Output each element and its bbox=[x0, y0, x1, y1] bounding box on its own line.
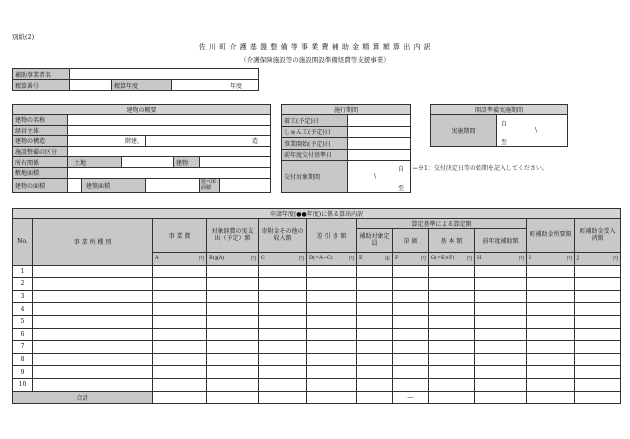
document-subtitle: （介護保険施設等の施設開設準備経費等支援事業） bbox=[240, 56, 390, 64]
prev-grant-date-field[interactable] bbox=[348, 149, 411, 161]
business-start-label: 事業開始(予定)日 bbox=[282, 138, 348, 150]
table-cell[interactable] bbox=[259, 353, 307, 366]
building-structure-label: 建物の構造 bbox=[13, 136, 68, 147]
grant-from-label: 自 bbox=[398, 166, 405, 173]
table-cell[interactable] bbox=[429, 303, 475, 316]
row-number: 9 bbox=[13, 366, 33, 379]
prev-grant-date-label: 前年度交付基準日 bbox=[282, 149, 348, 161]
table-cell[interactable] bbox=[429, 341, 475, 354]
code-d: D(=A−C) 円 bbox=[307, 253, 357, 266]
table-cell[interactable] bbox=[393, 341, 429, 354]
table-row bbox=[13, 366, 621, 379]
table-cell[interactable] bbox=[575, 290, 621, 303]
table-cell[interactable] bbox=[207, 328, 259, 341]
table-cell[interactable] bbox=[153, 378, 207, 391]
table-cell[interactable] bbox=[259, 328, 307, 341]
row-number: 8 bbox=[13, 353, 33, 366]
table-cell[interactable] bbox=[575, 378, 621, 391]
table-cell[interactable] bbox=[429, 278, 475, 291]
table-cell[interactable] bbox=[527, 341, 575, 354]
row-number: 4 bbox=[13, 303, 33, 316]
table-cell[interactable] bbox=[307, 290, 357, 303]
table-cell[interactable] bbox=[307, 353, 357, 366]
land-field[interactable] bbox=[122, 157, 174, 168]
table-cell[interactable] bbox=[393, 265, 429, 278]
operating-entity-label: 経営主体 bbox=[13, 125, 68, 136]
settlement-no-label: 精算番号 bbox=[13, 80, 70, 91]
prep-to-label: 至 bbox=[501, 139, 508, 146]
table-cell[interactable] bbox=[475, 315, 527, 328]
table-cell[interactable] bbox=[33, 315, 153, 328]
total-prev[interactable] bbox=[475, 391, 527, 404]
table-cell[interactable] bbox=[207, 378, 259, 391]
table-cell[interactable] bbox=[207, 278, 259, 291]
table-cell[interactable] bbox=[33, 341, 153, 354]
table-cell[interactable] bbox=[527, 366, 575, 379]
table-cell[interactable] bbox=[527, 315, 575, 328]
building-overview-table bbox=[12, 104, 271, 193]
table-cell[interactable] bbox=[307, 341, 357, 354]
prep-from-label: 自 bbox=[501, 121, 508, 128]
code-g: G(=E×F) 円 bbox=[429, 253, 475, 266]
table-cell[interactable] bbox=[33, 303, 153, 316]
row-number: 7 bbox=[13, 341, 33, 354]
site-area-field[interactable] bbox=[68, 167, 271, 178]
table-cell[interactable] bbox=[33, 378, 153, 391]
code-f: F 円 bbox=[393, 253, 429, 266]
total-floor-label: 延べ床面積 bbox=[200, 178, 220, 192]
start-date-label: 着工(予定)日 bbox=[282, 115, 348, 127]
business-operator-label: 補助事業者名 bbox=[13, 69, 70, 80]
table-row bbox=[13, 303, 621, 316]
business-operator-field[interactable] bbox=[70, 69, 259, 80]
table-cell[interactable] bbox=[393, 378, 429, 391]
total-required[interactable] bbox=[527, 391, 575, 404]
table-cell[interactable] bbox=[475, 353, 527, 366]
total-donation[interactable] bbox=[259, 391, 307, 404]
table-cell[interactable] bbox=[357, 315, 393, 328]
table-cell[interactable] bbox=[357, 328, 393, 341]
construction-heading: 施行期間 bbox=[282, 105, 411, 115]
col-std-group-header: 算定基準による算定額 bbox=[357, 219, 527, 229]
building-name-label: 建物の名称 bbox=[13, 115, 68, 126]
table-cell[interactable] bbox=[33, 353, 153, 366]
building-label: 建物 bbox=[174, 157, 200, 168]
table-cell[interactable] bbox=[429, 290, 475, 303]
table-cell[interactable] bbox=[153, 290, 207, 303]
table-cell[interactable] bbox=[527, 378, 575, 391]
facility-division-field[interactable] bbox=[68, 146, 271, 157]
table-cell[interactable] bbox=[259, 303, 307, 316]
table-cell[interactable] bbox=[357, 265, 393, 278]
code-c: C 円 bbox=[259, 253, 307, 266]
table-cell[interactable] bbox=[207, 341, 259, 354]
col-unit-price-header: 単 価 bbox=[393, 229, 429, 253]
prep-heading: 開設準備実施期間 bbox=[431, 105, 568, 115]
grant-date-note: ←※1：交付決定日等の始期を記入してください。 bbox=[413, 165, 548, 172]
grant-period-field[interactable] bbox=[348, 161, 411, 193]
col-cost-header: 事 業 費 bbox=[153, 219, 207, 253]
table-cell[interactable] bbox=[575, 265, 621, 278]
table-cell[interactable] bbox=[207, 290, 259, 303]
table-row bbox=[13, 341, 621, 354]
grant-to-label: 至 bbox=[398, 185, 405, 192]
table-cell[interactable] bbox=[307, 366, 357, 379]
code-e: E 床 bbox=[357, 253, 393, 266]
col-received-header: 町補助金受入済額 bbox=[575, 219, 621, 253]
total-label: 合計 bbox=[13, 391, 153, 404]
table-cell[interactable] bbox=[527, 278, 575, 291]
table-cell[interactable] bbox=[33, 366, 153, 379]
table-cell[interactable] bbox=[259, 378, 307, 391]
calc-banner: 申請年度(●●年度)に係る算出内訳 bbox=[13, 209, 621, 219]
table-cell[interactable] bbox=[33, 278, 153, 291]
row-number: 6 bbox=[13, 328, 33, 341]
prep-period-label: 実施期間 bbox=[431, 115, 497, 147]
total-floor-field[interactable] bbox=[220, 178, 271, 192]
table-row bbox=[13, 265, 621, 278]
table-cell[interactable] bbox=[575, 278, 621, 291]
col-category-header: 事 業 所 種 別 bbox=[33, 219, 153, 266]
floor-area-label: 建築面積 bbox=[82, 178, 146, 192]
col-no-header: No. bbox=[13, 219, 33, 266]
completion-date-label: しゅん工(予定)日 bbox=[282, 126, 348, 138]
start-date-field[interactable] bbox=[348, 115, 411, 127]
table-cell[interactable] bbox=[307, 328, 357, 341]
table-cell[interactable] bbox=[207, 353, 259, 366]
table-cell[interactable] bbox=[357, 278, 393, 291]
year-unit: 年度 bbox=[230, 82, 243, 90]
table-cell[interactable] bbox=[357, 290, 393, 303]
table-cell[interactable] bbox=[207, 315, 259, 328]
table-cell[interactable] bbox=[393, 290, 429, 303]
table-row bbox=[13, 290, 621, 303]
row-number: 1 bbox=[13, 265, 33, 278]
table-cell[interactable] bbox=[575, 315, 621, 328]
table-cell[interactable] bbox=[207, 366, 259, 379]
total-eligible[interactable] bbox=[207, 391, 259, 404]
calculation-table bbox=[12, 208, 621, 404]
structure-type[interactable]: 造 bbox=[146, 136, 271, 147]
code-b: B(≦A) 円 bbox=[207, 253, 259, 266]
table-cell[interactable] bbox=[393, 328, 429, 341]
table-cell[interactable] bbox=[475, 328, 527, 341]
table-cell[interactable] bbox=[393, 353, 429, 366]
building-area-label: 建物の面積 bbox=[13, 178, 68, 192]
table-cell[interactable] bbox=[153, 341, 207, 354]
attachment-label: 別紙(2) bbox=[12, 33, 35, 41]
total-base[interactable] bbox=[429, 391, 475, 404]
table-cell[interactable] bbox=[259, 341, 307, 354]
ownership-label: 所有関係 bbox=[13, 157, 68, 168]
table-cell[interactable] bbox=[575, 366, 621, 379]
calc-rows bbox=[13, 265, 621, 391]
table-cell[interactable] bbox=[527, 265, 575, 278]
table-cell[interactable] bbox=[575, 303, 621, 316]
completion-date-field[interactable] bbox=[348, 126, 411, 138]
structure-floors[interactable]: 階建、 bbox=[68, 136, 146, 147]
table-cell[interactable] bbox=[207, 265, 259, 278]
table-cell[interactable] bbox=[307, 315, 357, 328]
table-cell[interactable] bbox=[153, 278, 207, 291]
table-cell[interactable] bbox=[475, 265, 527, 278]
table-cell[interactable] bbox=[357, 378, 393, 391]
settlement-year-field[interactable] bbox=[172, 80, 259, 91]
table-cell[interactable] bbox=[429, 315, 475, 328]
table-cell[interactable] bbox=[259, 315, 307, 328]
table-cell[interactable] bbox=[153, 303, 207, 316]
total-received[interactable] bbox=[575, 391, 621, 404]
table-cell[interactable] bbox=[153, 265, 207, 278]
table-cell[interactable] bbox=[393, 366, 429, 379]
document-title: 佐 川 町 介 護 基 盤 整 備 等 事 業 費 補 助 金 精 算 額 算 出 内 訳 bbox=[198, 43, 432, 51]
table-cell[interactable] bbox=[475, 290, 527, 303]
table-cell[interactable] bbox=[475, 278, 527, 291]
table-cell[interactable] bbox=[475, 366, 527, 379]
table-cell[interactable] bbox=[575, 328, 621, 341]
table-cell[interactable] bbox=[33, 290, 153, 303]
table-cell[interactable] bbox=[357, 341, 393, 354]
table-cell[interactable] bbox=[393, 278, 429, 291]
table-cell[interactable] bbox=[475, 341, 527, 354]
building-name-field[interactable] bbox=[68, 115, 271, 126]
prep-period-table bbox=[430, 104, 568, 147]
business-start-field[interactable] bbox=[348, 138, 411, 150]
table-cell[interactable] bbox=[357, 366, 393, 379]
building-area-blank bbox=[68, 178, 82, 192]
table-row bbox=[13, 353, 621, 366]
table-cell[interactable] bbox=[307, 378, 357, 391]
site-area-label: 敷地面積 bbox=[13, 167, 68, 178]
table-row bbox=[13, 378, 621, 391]
col-required-header: 町補助金所要額 bbox=[527, 219, 575, 253]
col-prev-subsidy-header: 前年度補助額 bbox=[475, 229, 527, 253]
total-units[interactable] bbox=[357, 391, 393, 404]
table-cell[interactable] bbox=[307, 265, 357, 278]
settlement-year-label: 精算年度 bbox=[112, 80, 172, 91]
table-cell[interactable] bbox=[307, 303, 357, 316]
grant-period-label: 交付対象期間 bbox=[282, 161, 348, 193]
building-owner-field[interactable] bbox=[200, 157, 271, 168]
operator-info-table bbox=[12, 68, 259, 91]
row-number: 5 bbox=[13, 315, 33, 328]
code-j: J 円 bbox=[575, 253, 621, 266]
table-cell[interactable] bbox=[527, 353, 575, 366]
table-cell[interactable] bbox=[357, 353, 393, 366]
table-cell[interactable] bbox=[393, 315, 429, 328]
table-row bbox=[13, 328, 621, 341]
row-number: 3 bbox=[13, 290, 33, 303]
table-cell[interactable] bbox=[527, 328, 575, 341]
table-row bbox=[13, 315, 621, 328]
table-cell[interactable] bbox=[259, 290, 307, 303]
table-cell[interactable] bbox=[153, 328, 207, 341]
grant-tilde: \ bbox=[374, 173, 377, 180]
table-cell[interactable] bbox=[207, 303, 259, 316]
total-cost[interactable] bbox=[153, 391, 207, 404]
code-a: A 円 bbox=[153, 253, 207, 266]
code-i: I 円 bbox=[527, 253, 575, 266]
settlement-no-field[interactable] bbox=[70, 80, 112, 91]
floor-area-field[interactable] bbox=[146, 178, 200, 192]
table-cell[interactable] bbox=[259, 366, 307, 379]
prep-period-field[interactable] bbox=[497, 115, 568, 147]
table-cell[interactable] bbox=[429, 378, 475, 391]
table-cell[interactable] bbox=[575, 341, 621, 354]
table-row bbox=[13, 278, 621, 291]
table-cell[interactable] bbox=[357, 303, 393, 316]
col-deduct-header: 差 引 き 額 bbox=[307, 219, 357, 253]
table-cell[interactable] bbox=[575, 353, 621, 366]
operating-entity-field[interactable] bbox=[68, 125, 271, 136]
table-cell[interactable] bbox=[475, 303, 527, 316]
table-cell[interactable] bbox=[33, 265, 153, 278]
table-cell[interactable] bbox=[259, 278, 307, 291]
col-eligible-header: 対象経費の実支出（予定）額 bbox=[207, 219, 259, 253]
table-cell[interactable] bbox=[527, 290, 575, 303]
building-heading: 建物の概要 bbox=[13, 105, 271, 115]
table-cell[interactable] bbox=[429, 328, 475, 341]
construction-period-table bbox=[281, 104, 411, 193]
table-cell[interactable] bbox=[153, 353, 207, 366]
table-cell[interactable] bbox=[429, 366, 475, 379]
table-cell[interactable] bbox=[429, 353, 475, 366]
col-donation-header: 寄附金その他の収入額 bbox=[259, 219, 307, 253]
row-number: 2 bbox=[13, 278, 33, 291]
table-cell[interactable] bbox=[393, 303, 429, 316]
table-cell[interactable] bbox=[475, 378, 527, 391]
facility-division-label: 施設整備の区分 bbox=[13, 146, 68, 157]
prep-tilde: \ bbox=[535, 127, 538, 134]
total-unit-price: ― bbox=[393, 391, 429, 404]
table-cell[interactable] bbox=[307, 278, 357, 291]
table-cell[interactable] bbox=[153, 315, 207, 328]
code-h: H 円 bbox=[475, 253, 527, 266]
table-cell[interactable] bbox=[33, 328, 153, 341]
col-subsidy-units-header: 補助対象定員 bbox=[357, 229, 393, 253]
row-number: 10 bbox=[13, 378, 33, 391]
table-cell[interactable] bbox=[429, 265, 475, 278]
table-cell[interactable] bbox=[153, 366, 207, 379]
land-label: 土地 bbox=[68, 157, 122, 168]
table-cell[interactable] bbox=[527, 303, 575, 316]
total-deduct[interactable] bbox=[307, 391, 357, 404]
col-base-amount-header: 基 本 額 bbox=[429, 229, 475, 253]
table-cell[interactable] bbox=[259, 265, 307, 278]
